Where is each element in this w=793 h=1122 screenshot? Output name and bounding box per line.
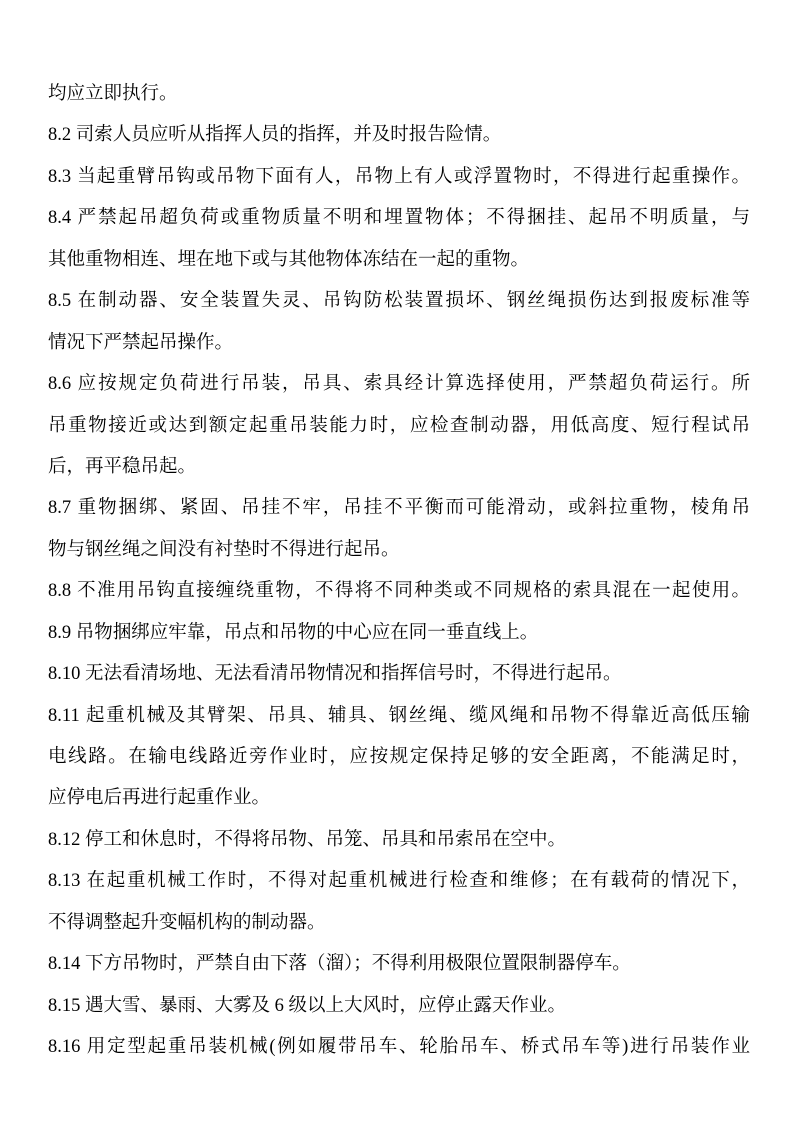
text-line: 电线路。在输电线路近旁作业时，应按规定保持足够的安全距离，不能满足时， [48,747,750,767]
clause-8-14: 8.14 下方吊物时，严禁自由下落（溜）；不得利用极限位置限制器停车。 [48,954,631,975]
text-line: 情况下严禁起吊操作。 [48,332,234,353]
clause-8-13: 8.13 在起重机械工作时，不得对起重机械进行检查和维修；在有载荷的情况下， [48,871,750,892]
text-line: 其他重物相连、埋在地下或与其他物体冻结在一起的重物。 [48,249,530,270]
clause-8-3: 8.3 当起重臂吊钩或吊物下面有人，吊物上有人或浮置物时，不得进行起重操作。 [48,166,750,187]
text-line: 应停电后再进行起重作业。 [48,788,271,809]
clause-8-4: 8.4 严禁起吊超负荷或重物质量不明和埋置物体；不得捆挂、起吊不明质量，与 [48,208,750,229]
clause-8-8: 8.8 不准用吊钩直接缠绕重物，不得将不同种类或不同规格的索具混在一起使用。 [48,581,750,602]
clause-8-6: 8.6 应按规定负荷进行吊装，吊具、索具经计算选择使用，严禁超负荷运行。所 [48,374,750,395]
text-line: 均应立即执行。 [48,84,178,104]
text-line: 物与钢丝绳之间没有衬垫时不得进行起吊。 [48,539,400,560]
document-page [48,74,750,1069]
clause-8-7: 8.7 重物捆绑、紧固、吊挂不牢，吊挂不平衡而可能滑动，或斜拉重物，棱角吊 [48,498,750,519]
clause-8-2: 8.2 司索人员应听从指挥人员的指挥，并及时报告险情。 [48,125,502,146]
clause-8-12: 8.12 停工和休息时，不得将吊物、吊笼、吊具和吊索吊在空中。 [48,829,567,850]
clause-8-5: 8.5 在制动器、安全装置失灵、吊钩防松装置损坏、钢丝绳损伤达到报废标准等 [48,291,750,312]
text-line: 不得调整起升变幅机构的制动器。 [48,912,326,933]
clause-8-11: 8.11 起重机械及其臂架、吊具、辅具、钢丝绳、缆风绳和吊物不得靠近高低压输 [48,705,750,726]
text-line: 后，再平稳吊起。 [48,456,197,477]
clause-8-10: 8.10 无法看清场地、无法看清吊物情况和指挥信号时，不得进行起吊。 [48,664,622,685]
clause-8-16: 8.16 用定型起重吊装机械(例如履带吊车、轮胎吊车、桥式吊车等)进行吊装作业 [48,1037,750,1058]
clause-8-15: 8.15 遇大雪、暴雨、大雾及 6 级以上大风时，应停止露天作业。 [48,995,567,1016]
clause-8-9: 8.9 吊物捆绑应牢靠，吊点和吊物的中心应在同一垂直线上。 [48,622,539,643]
text-line: 吊重物接近或达到额定起重吊装能力时，应检查制动器，用低高度、短行程试吊 [48,415,750,436]
